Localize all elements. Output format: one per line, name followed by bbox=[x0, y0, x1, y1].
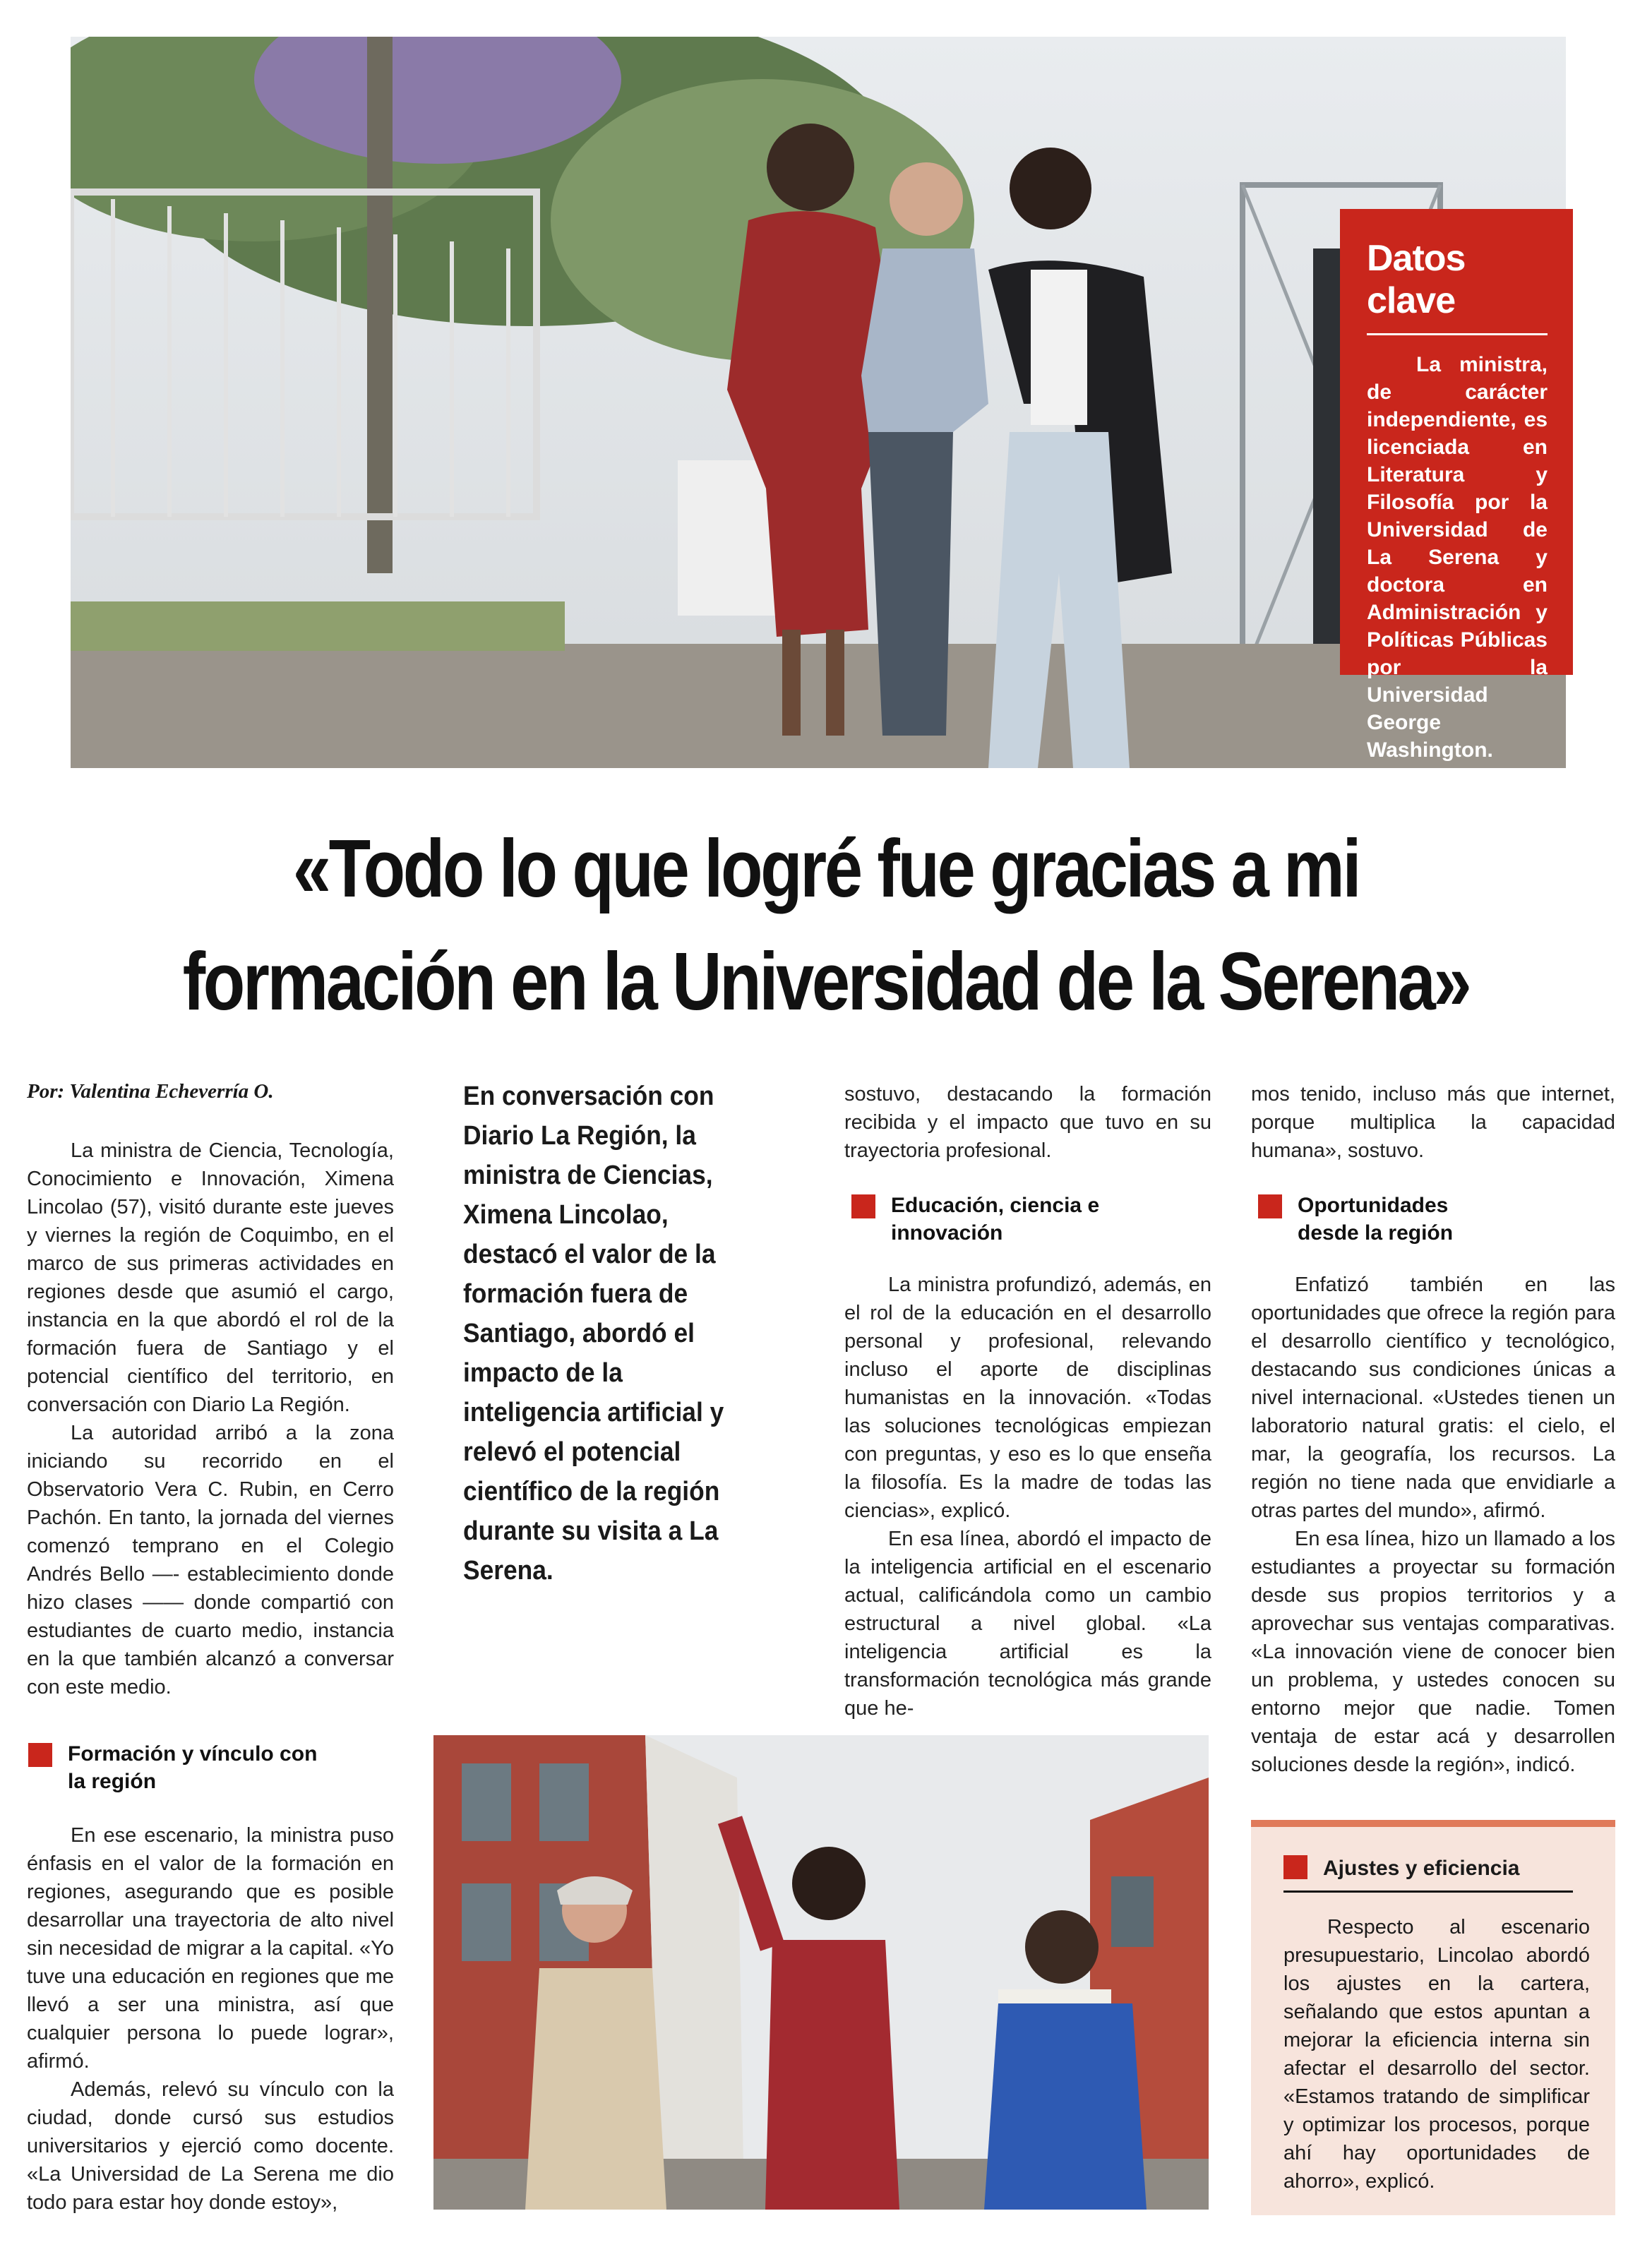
headline-line-2: formación en la Universidad de la Serena» bbox=[182, 935, 1470, 1027]
subhead-educacion: Educación, ciencia e innovación bbox=[851, 1192, 1219, 1248]
key-facts-text: La ministra, de carácter independiente, es licenciada en Literatura y Filosofía por la Universidad de La Serena y doctora en Administración y Políticas Públicas por la Universidad George Washington. bbox=[1367, 353, 1548, 762]
column-4-top bbox=[1251, 1080, 1615, 1165]
paragraph: La ministra profundizó, además, en el rol de la educación en el desarrollo personal y profesional, relevando incluso el aporte de disciplinas humanistas en la innovación. «Todas las soluciones tecnológicas empiezan con preguntas, y eso es lo que enseña la filosofía. Es la madre de todas las ciencias», explicó. bbox=[844, 1274, 1211, 1522]
paragraph: mos tenido, incluso más que internet, porque multiplica la capacidad humana», sostuvo. bbox=[1251, 1083, 1615, 1162]
key-facts-box bbox=[1340, 209, 1573, 762]
red-square-marker bbox=[851, 1194, 875, 1218]
ajustes-text: Respecto al escenario presupuestario, Lincolao abordó los ajustes en la cartera, señalando que estos apuntan a mejorar la eficiencia interna sin afectar el desarrollo del sector. «Estamos tratando de simplificar y optimizar los procesos, porque ahí hay oportunidades de ahorro», explicó. bbox=[1283, 1916, 1590, 2193]
subhead-oportunidades: Oportunidades desde la región bbox=[1258, 1192, 1622, 1248]
key-facts-title: Datos clave bbox=[1367, 237, 1548, 335]
bottom-photo bbox=[433, 1735, 1209, 2210]
headline-line-1: «Todo lo que logré fue gracias a mi bbox=[292, 822, 1360, 914]
subhead-formacion: Formación y vínculo con la región bbox=[28, 1740, 395, 1797]
column-1-bottom bbox=[27, 1821, 394, 2217]
column-4-bottom bbox=[1251, 1271, 1615, 1779]
article-headline bbox=[179, 812, 1472, 1038]
paragraph: En ese escenario, la ministra puso énfasis en el valor de la formación en regiones, asegurando que es posible desarrollar una trayectoria de alto nivel sin necesidad de migrar a la capital. «Yo tuve una educación en regiones que me llevó a ser una ministra, así que cualquier persona lo puede lograr», afirmó. bbox=[27, 1824, 394, 2073]
byline: Por: Valentina Echeverría O. bbox=[27, 1080, 274, 1103]
ajustes-title: Ajustes y eficiencia bbox=[1283, 1855, 1573, 1893]
ajustes-box bbox=[1251, 1820, 1615, 2215]
red-square-marker bbox=[1283, 1855, 1307, 1879]
paragraph: En esa línea, hizo un llamado a los estudiantes a proyectar su formación desde sus propios territorios y a aprovechar sus ventajas comparativas. «La innovación viene de conocer bien un problema, y ustedes conocen su entorno mejor que nadie. Tomen ventaja de estar acá y desarrollen soluciones desde la región», indicó. bbox=[1251, 1528, 1615, 1776]
paragraph: Además, relevó su vínculo con la ciudad, donde cursó sus estudios universitarios y ejerció como docente. «La Universidad de La Serena me dio todo para estar hoy donde estoy», bbox=[27, 2078, 394, 2214]
red-square-marker bbox=[28, 1743, 52, 1767]
paragraph: sostuvo, destacando la formación recibida y el impacto que tuvo en su trayectoria profesional. bbox=[844, 1083, 1211, 1162]
column-3-top bbox=[844, 1080, 1211, 1165]
article-lead: En conversación con Diario La Región, la ministra de Ciencias, Ximena Lincolao, destacó el valor de la formación fuera de Santiago, abordó el impacto de la inteligencia artificial y relevó el potencial científico de la región durante su visita a La Serena. bbox=[463, 1081, 724, 1586]
paragraph: La ministra de Ciencia, Tecnología, Conocimiento e Innovación, Ximena Lincolao (57), visitó durante este jueves y viernes la región de Coquimbo, en el marco de sus primeras actividades en regiones desde que asumió el cargo, instancia en la que abordó el rol de la formación fuera de Santiago y el potencial científico del territorio, en conversación con Diario La Región. bbox=[27, 1139, 394, 1416]
red-square-marker bbox=[1258, 1194, 1282, 1218]
paragraph: En esa línea, abordó el impacto de la inteligencia artificial en el escenario actual, calificándola como un cambio estructural a nivel global. «La inteligencia artificial es la transformación tecnológica más grande que he- bbox=[844, 1528, 1211, 1720]
column-3-bottom bbox=[844, 1271, 1211, 1722]
column-1-top bbox=[27, 1137, 394, 1701]
paragraph: Enfatizó también en las oportunidades que ofrece la región para el desarrollo científico y tecnológico, destacando sus condiciones únicas a nivel internacional. «Ustedes tienen un laboratorio natural gratis: el cielo, el mar, la geografía, los recursos. La región no tiene nada que envidiarle a otras partes del mundo», afirmó. bbox=[1251, 1274, 1615, 1522]
paragraph: La autoridad arribó a la zona iniciando su recorrido en el Observatorio Vera C. Rubin, en Cerro Pachón. En tanto, la jornada del viernes comenzó temprano en el Colegio Andrés Bello —- establecimiento donde hizo clases —— donde compartió con estudiantes de cuarto medio, instancia en la que también alcanzó a conversar con este medio. bbox=[27, 1422, 394, 1698]
